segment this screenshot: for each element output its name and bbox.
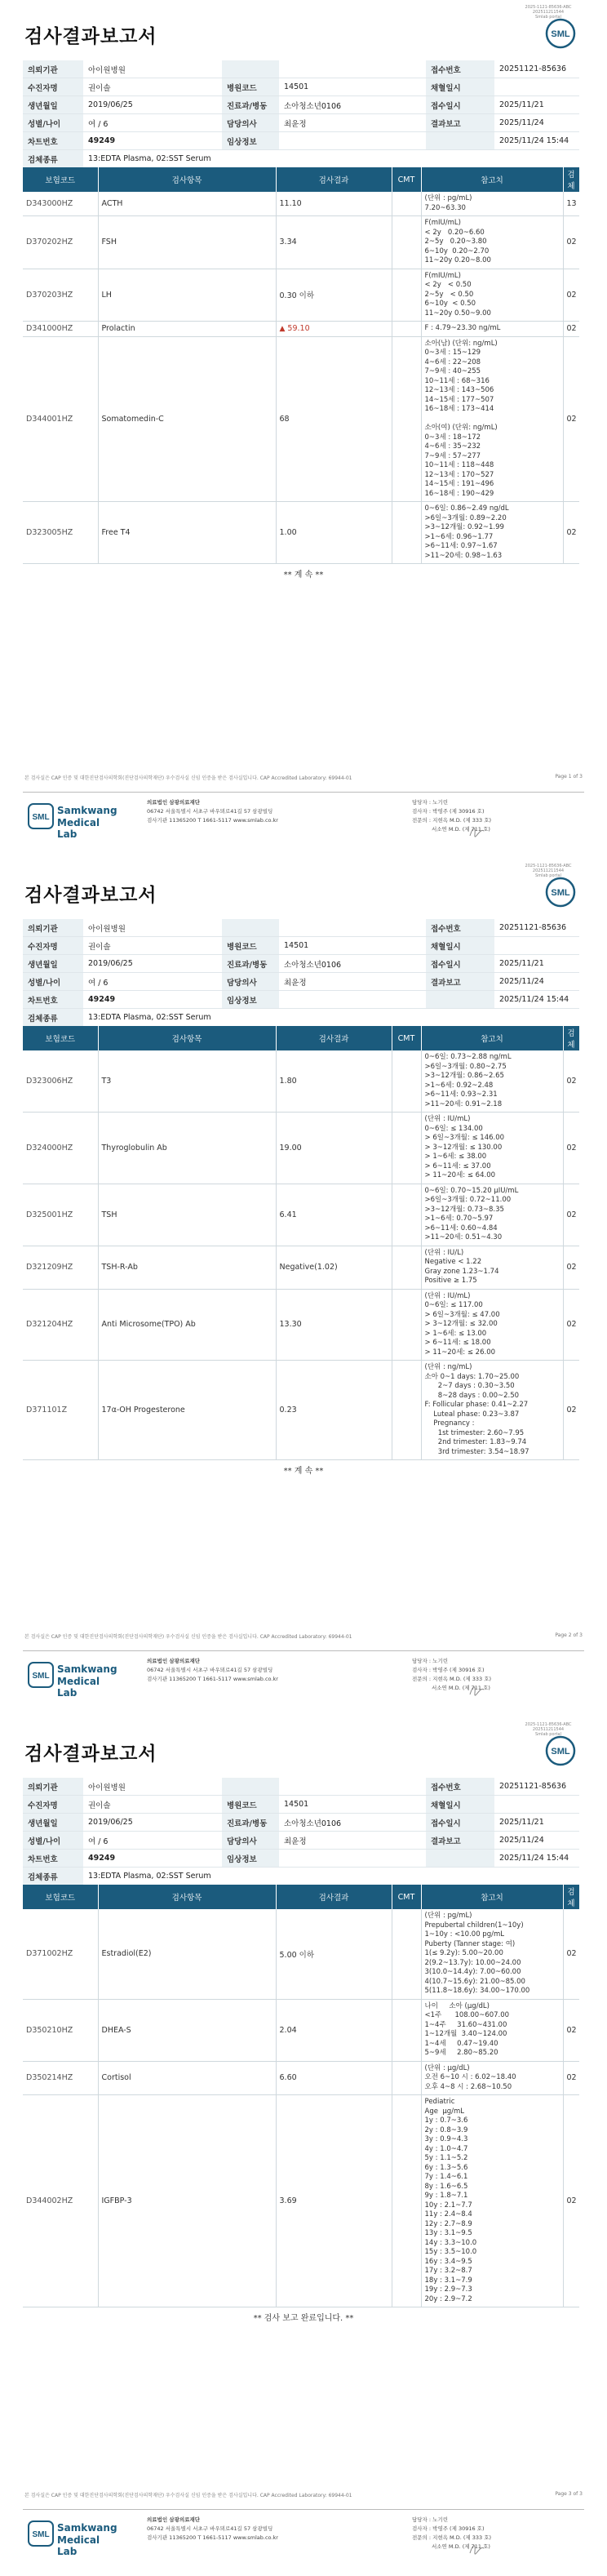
specimen-code: 02: [563, 2095, 579, 2307]
specimen-code: 02: [563, 216, 579, 269]
reference-range: (단위 : pg/mL) 7.20~63.30: [421, 192, 563, 216]
test-comment: [392, 216, 421, 269]
column-header: 보험코드: [23, 167, 98, 192]
test-code: D341000HZ: [23, 322, 98, 337]
column-header: CMT: [392, 167, 421, 192]
column-header: 검체: [563, 167, 579, 192]
signature-scribble-icon: [468, 823, 486, 841]
samkwang-logo: SML Samkwang Medical Lab: [28, 2520, 117, 2553]
test-name: Anti Microsome(TPO) Ab: [98, 1289, 276, 1361]
test-result: 3.69: [276, 2095, 392, 2307]
column-header: 보험코드: [23, 1026, 98, 1050]
column-header: CMT: [392, 1026, 421, 1050]
footer-signatures: 담당자 : 노기린 검사자 : 박영주 (제 30916 호) 전문의 : 지현옥 M.D. (제 333 호) 서소연 M.D. (제 711 호): [412, 2516, 492, 2550]
test-result: Negative(1.02): [276, 1246, 392, 1289]
column-header: 검사결과: [276, 1885, 392, 1909]
samkwang-logo: SML Samkwang Medical Lab: [28, 1662, 117, 1694]
table-row: [23, 1246, 579, 1289]
end-note: ** 계 속 **: [283, 571, 324, 580]
reference-range: 소아(남) (단위: ng/mL) 0~3세 : 15~129 4~6세 : 22~208 7~9세 : 40~255 10~11세 : 68~316 12~13세 : 143~506 14~15세 : 177~507 16~18세 : 173~414 소아(여) (단위: ng/mL) 0~3세 : 18~172 4~6세 : 35~232 7~9세 : 57~277 10~11세 : 118~448 12~13세 : 170~527 14~15세 : 191~496 16~18세 : 190~429: [421, 336, 563, 502]
specimen-code: 02: [563, 336, 579, 502]
page-number: Page 2 of 3: [555, 1632, 583, 1638]
test-code: D321204HZ: [23, 1289, 98, 1361]
signature-scribble-icon: [468, 2540, 486, 2558]
test-code: D325001HZ: [23, 1184, 98, 1246]
table-row: [23, 322, 579, 337]
table-row: [23, 1999, 579, 2061]
svg-text:SML: SML: [551, 888, 570, 898]
test-name: TSH-R-Ab: [98, 1246, 276, 1289]
test-name: T3: [98, 1050, 276, 1113]
sml-logo-icon: [545, 877, 576, 908]
reference-range: F(mIU/mL) < 2y < 0.50 2~5y < 0.50 6~10y < 0.50 11~20y 0.50~9.00: [421, 269, 563, 322]
test-name: Free T4: [98, 502, 276, 564]
report-title: 검사결과보고서: [24, 26, 157, 47]
results-table: [23, 1026, 580, 1460]
test-comment: [392, 1361, 421, 1460]
test-comment: [392, 2061, 421, 2095]
reference-range: 0~6일: 0.86~2.49 ng/dL >6일~3개월: 0.89~2.20 >3~12개월: 0.92~1.99 >1~6세: 0.96~1.77 >6~11세: 0.97~1.67 >11~20세: 0.98~1.63: [421, 502, 563, 564]
patient-info-grid: 의뢰기관 아이원병원 접수번호 20251121-85636 수진자명 권이솔 병원코드 14501 채혈일시 생년월일 2019/06/25 진료과/병동 소아청소년0106 접수일시 2025/11/21 성별/나이 여 / 6 담당의사 최윤정 결과보고 2025/11/24 차트번호 49249 임상정보 2025/11/24 15:44 검체종류 13:EDTA Plasma, 02:SST Serum: [23, 1778, 579, 1885]
table-row: [23, 1113, 579, 1184]
samkwang-logo: SML Samkwang Medical Lab: [28, 803, 117, 836]
sml-mark-icon: [28, 803, 54, 829]
test-name: IGFBP-3: [98, 2095, 276, 2307]
reference-range: (단위 : IU/L) Negative < 1.22 Gray zone 1.23~1.74 Positive ≥ 1.75: [421, 1246, 563, 1289]
test-code: D350210HZ: [23, 1999, 98, 2061]
report-title: 검사결과보고서: [24, 1743, 157, 1765]
footer-disclaimer: 본 검사실은 CAP 인증 및 대한진단검사의학회(진단검사의학재단) 우수검사실 신임 인증을 받은 검사실입니다. CAP Accredited Laboratory: 69944-01: [24, 1634, 352, 1640]
test-code: D370202HZ: [23, 216, 98, 269]
specimen-code: 02: [563, 2061, 579, 2095]
specimen-code: 02: [563, 502, 579, 564]
test-code: D350214HZ: [23, 2061, 98, 2095]
specimen-code: 02: [563, 1909, 579, 1999]
reference-range: (단위 : pg/mL) Prepubertal children(1~10y) 1~10y : <10.00 pg/mL Puberty (Tanner stage: 여) 1(≤ 9.2y): 5.00~20.00 2(9.2~13.7y): 10.00~24.00 3(10.0~14.4y): 7.00~60.00 4(10.7~15.6y): 21.00~85.00 5(11.8~18.6y): 34.00~170.00: [421, 1909, 563, 1999]
test-result: 0.30 이하: [276, 269, 392, 322]
test-comment: [392, 336, 421, 502]
results-table: [23, 1885, 580, 2307]
footer-disclaimer: 본 검사실은 CAP 인증 및 대한진단검사의학회(진단검사의학재단) 우수검사실 신임 인증을 받은 검사실입니다. CAP Accredited Laboratory: 69944-01: [24, 2493, 352, 2498]
test-comment: [392, 1246, 421, 1289]
test-name: LH: [98, 269, 276, 322]
test-result: 11.10: [276, 192, 392, 216]
reference-range: (단위 : IU/mL) 0~6일: ≤ 134.00 > 6일~3개월: ≤ 146.00 > 3~12개월: ≤ 130.00 > 1~6세: ≤ 38.00 > 6~11세: ≤ 37.00 > 11~20세: ≤ 64.00: [421, 1113, 563, 1184]
column-header: 검사항목: [98, 167, 276, 192]
test-result: 2.04: [276, 1999, 392, 2061]
test-code: D323006HZ: [23, 1050, 98, 1113]
page-number: Page 3 of 3: [555, 2491, 583, 2497]
test-name: Somatomedin-C: [98, 336, 276, 502]
column-header: 검사항목: [98, 1885, 276, 1909]
footer-address: 의료법인 삼광의료재단 06742 서울특별시 서초구 바우뫼로41길 57 삼광빌딩 검사기관 11365200 T 1661-5117 www.smlab.co.kr: [147, 799, 278, 824]
test-name: Estradiol(E2): [98, 1909, 276, 1999]
column-header: CMT: [392, 1885, 421, 1909]
test-comment: [392, 269, 421, 322]
specimen-code: 02: [563, 1289, 579, 1361]
specimen-code: 13: [563, 192, 579, 216]
report-page: [0, 0, 607, 859]
footer-divider: [23, 792, 584, 793]
column-header: 검사항목: [98, 1026, 276, 1050]
specimen-code: 02: [563, 1361, 579, 1460]
table-row: [23, 1050, 579, 1113]
svg-text:SML: SML: [32, 2530, 50, 2539]
test-name: TSH: [98, 1184, 276, 1246]
test-comment: [392, 192, 421, 216]
barcode-text: 2025-1121-85636-ABC 202511211544 Smlab portal: [525, 864, 572, 878]
specimen-code: 02: [563, 322, 579, 337]
test-code: D370203HZ: [23, 269, 98, 322]
footer-signatures: 담당자 : 노기린 검사자 : 박영주 (제 30916 호) 전문의 : 지현옥 M.D. (제 333 호) 서소연 M.D. (제 711 호): [412, 1658, 492, 1691]
column-header: 참고치: [421, 167, 563, 192]
footer-divider: [23, 2509, 584, 2510]
footer-address: 의료법인 삼광의료재단 06742 서울특별시 서초구 바우뫼로41길 57 삼광빌딩 검사기관 11365200 T 1661-5117 www.smlab.co.kr: [147, 1658, 278, 1682]
sml-mark-icon: [28, 1662, 54, 1688]
table-row: [23, 269, 579, 322]
table-row: [23, 1909, 579, 1999]
test-name: 17α-OH Progesterone: [98, 1361, 276, 1460]
test-result: 0.23: [276, 1361, 392, 1460]
test-result: 1.00: [276, 502, 392, 564]
barcode-text: 2025-1121-85636-ABC 202511211544 Smlab portal: [525, 5, 572, 20]
specimen-code: 02: [563, 1113, 579, 1184]
reference-range: Pediatric Age μg/mL 1y : 0.7~3.6 2y : 0.8~3.9 3y : 0.9~4.3 4y : 1.0~4.7 5y : 1.1~5.2 6y : 1.3~5.6 7y : 1.4~6.1 8y : 1.6~6.5 9y : 1.8~7.1 10y : 2.1~7.7 11y : 2.4~8.4 12y : 2.7~8.9 13y : 3.1~9.5 14y : 3.3~10.0 15y : 3.5~10.0 16y : 3.4~9.5 17y : 3.2~8.7 18y : 3.1~7.9 19y : 2.9~7.3 20y : 2.9~7.2: [421, 2095, 563, 2307]
column-header: 참고치: [421, 1885, 563, 1909]
table-row: [23, 1184, 579, 1246]
svg-text:SML: SML: [551, 29, 570, 39]
table-row: [23, 216, 579, 269]
sml-logo-icon: [545, 1735, 576, 1766]
specimen-code: 02: [563, 1050, 579, 1113]
patient-info-grid: 의뢰기관 아이원병원 접수번호 20251121-85636 수진자명 권이솔 병원코드 14501 채혈일시 생년월일 2019/06/25 진료과/병동 소아청소년0106 접수일시 2025/11/21 성별/나이 여 / 6 담당의사 최윤정 결과보고 2025/11/24 차트번호 49249 임상정보 2025/11/24 15:44 검체종류 13:EDTA Plasma, 02:SST Serum: [23, 60, 579, 168]
test-result: 6.41: [276, 1184, 392, 1246]
result-value: 59.10: [287, 324, 310, 334]
test-name: Thyroglobulin Ab: [98, 1113, 276, 1184]
test-name: Cortisol: [98, 2061, 276, 2095]
column-header: 참고치: [421, 1026, 563, 1050]
column-header: 검사결과: [276, 1026, 392, 1050]
table-row: [23, 502, 579, 564]
table-row: [23, 2061, 579, 2095]
test-comment: [392, 1050, 421, 1113]
barcode-text: 2025-1121-85636-ABC 202511211544 Smlab portal: [525, 1722, 572, 1737]
reference-range: 0~6일: 0.73~2.88 ng/mL >6일~3개월: 0.80~2.75 >3~12개월: 0.86~2.65 >1~6세: 0.92~2.48 >6~11세: 0.93~2.31 >11~20세: 0.91~2.18: [421, 1050, 563, 1113]
report-title: 검사결과보고서: [24, 885, 157, 906]
test-code: D323005HZ: [23, 502, 98, 564]
test-code: D371002HZ: [23, 1909, 98, 1999]
test-name: Prolactin: [98, 322, 276, 337]
test-comment: [392, 322, 421, 337]
sml-mark-icon: [28, 2520, 54, 2547]
reference-range: (단위 : ng/mL) 소아 0~1 days: 1.70~25.00 2~7 days : 0.30~3.50 8~28 days : 0.00~2.50 F: Follicular phase: 0.41~2.27 Luteal phase: 0.23~3.87 Pregnancy : 1st trimester: 2.60~7.95 2nd trimester: 1.83~9.74 3rd trimester: 3.54~18.97: [421, 1361, 563, 1460]
high-flag-icon: ▲: [279, 325, 286, 334]
column-header: 보험코드: [23, 1885, 98, 1909]
end-note: ** 계 속 **: [283, 1467, 324, 1476]
test-code: D343000HZ: [23, 192, 98, 216]
reference-range: F(mIU/mL) < 2y 0.20~6.60 2~5y 0.20~3.80 6~10y 0.20~2.70 11~20y 0.20~8.00: [421, 216, 563, 269]
reference-range: F : 4.79~23.30 ng/mL: [421, 322, 563, 337]
reference-range: 0~6일: 0.70~15.20 μIU/mL >6일~3개월: 0.72~11.00 >3~12개월: 0.73~8.35 >1~6세: 0.70~5.97 >6~11세: 0.60~4.84 >11~20세: 0.51~4.30: [421, 1184, 563, 1246]
table-row: [23, 1289, 579, 1361]
test-comment: [392, 1113, 421, 1184]
signature-scribble-icon: [468, 1681, 486, 1699]
test-comment: [392, 502, 421, 564]
svg-text:SML: SML: [551, 1747, 570, 1757]
column-header: 검체: [563, 1026, 579, 1050]
test-comment: [392, 1184, 421, 1246]
test-code: D371101Z: [23, 1361, 98, 1460]
table-row: [23, 2095, 579, 2307]
test-result: 1.80: [276, 1050, 392, 1113]
test-code: D324000HZ: [23, 1113, 98, 1184]
report-page: [0, 859, 607, 1717]
test-name: ACTH: [98, 192, 276, 216]
test-result: 5.00 이하: [276, 1909, 392, 1999]
footer-divider: [23, 1650, 584, 1651]
test-code: D344001HZ: [23, 336, 98, 502]
footer-signatures: 담당자 : 노기린 검사자 : 박영주 (제 30916 호) 전문의 : 지현옥 M.D. (제 333 호) 서소연 M.D. (제 711 호): [412, 799, 492, 833]
table-row: [23, 1361, 579, 1460]
test-result: 19.00: [276, 1113, 392, 1184]
end-note: ** 검사 보고 완료입니다. **: [253, 2314, 354, 2323]
test-result: 3.34: [276, 216, 392, 269]
svg-text:SML: SML: [32, 813, 50, 822]
test-result: 13.30: [276, 1289, 392, 1361]
test-result: 6.60: [276, 2061, 392, 2095]
svg-text:SML: SML: [32, 1672, 50, 1681]
test-result: [276, 322, 392, 337]
patient-info-grid: 의뢰기관 아이원병원 접수번호 20251121-85636 수진자명 권이솔 병원코드 14501 채혈일시 생년월일 2019/06/25 진료과/병동 소아청소년0106 접수일시 2025/11/21 성별/나이 여 / 6 담당의사 최윤정 결과보고 2025/11/24 차트번호 49249 임상정보 2025/11/24 15:44 검체종류 13:EDTA Plasma, 02:SST Serum: [23, 919, 579, 1027]
test-result: 68: [276, 336, 392, 502]
specimen-code: 02: [563, 1246, 579, 1289]
test-code: D321209HZ: [23, 1246, 98, 1289]
test-comment: [392, 1909, 421, 1999]
table-row: [23, 336, 579, 502]
test-code: D344002HZ: [23, 2095, 98, 2307]
column-header: 검사결과: [276, 167, 392, 192]
test-comment: [392, 2095, 421, 2307]
footer-disclaimer: 본 검사실은 CAP 인증 및 대한진단검사의학회(진단검사의학재단) 우수검사실 신임 인증을 받은 검사실입니다. CAP Accredited Laboratory: 69944-01: [24, 775, 352, 781]
test-comment: [392, 1999, 421, 2061]
column-header: 검체: [563, 1885, 579, 1909]
test-comment: [392, 1289, 421, 1361]
sml-logo-icon: [545, 18, 576, 49]
report-page: [0, 1717, 607, 2576]
specimen-code: 02: [563, 1184, 579, 1246]
test-name: DHEA-S: [98, 1999, 276, 2061]
reference-range: 나이 소아 (μg/dL) <1주 108.00~607.00 1~4주 31.60~431.00 1~12개월 3.40~124.00 1~4세 0.47~19.40 5~9세 2.80~85.20: [421, 1999, 563, 2061]
test-name: FSH: [98, 216, 276, 269]
table-row: [23, 192, 579, 216]
specimen-code: 02: [563, 1999, 579, 2061]
reference-range: (단위 : μg/dL) 오전 6~10 시 : 6.02~18.40 오후 4~8 시 : 2.68~10.50: [421, 2061, 563, 2095]
page-number: Page 1 of 3: [555, 774, 583, 779]
results-table: [23, 167, 580, 564]
footer-address: 의료법인 삼광의료재단 06742 서울특별시 서초구 바우뫼로41길 57 삼광빌딩 검사기관 11365200 T 1661-5117 www.smlab.co.kr: [147, 2516, 278, 2541]
specimen-code: 02: [563, 269, 579, 322]
reference-range: (단위 : IU/mL) 0~6일: ≤ 117.00 > 6일~3개월: ≤ 47.00 > 3~12개월: ≤ 32.00 > 1~6세: ≤ 13.00 > 6~11세: ≤ 18.00 > 11~20세: ≤ 26.00: [421, 1289, 563, 1361]
